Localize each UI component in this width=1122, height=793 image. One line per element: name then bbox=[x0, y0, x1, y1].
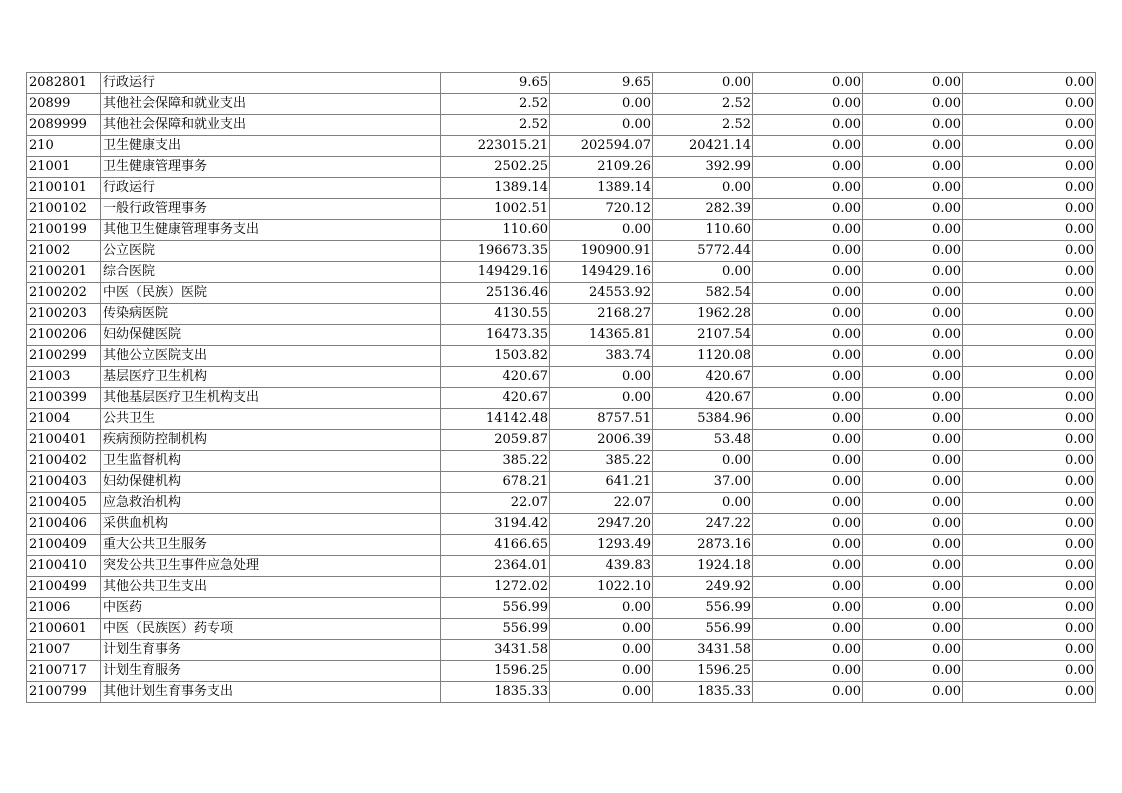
amount-col6-cell: 0.00 bbox=[963, 409, 1096, 430]
subject-code-cell: 21001 bbox=[27, 157, 101, 178]
subject-code-cell: 21007 bbox=[27, 640, 101, 661]
subject-code-cell: 2089999 bbox=[27, 115, 101, 136]
amount-col5-cell: 0.00 bbox=[863, 640, 963, 661]
amount-col5-cell: 0.00 bbox=[863, 136, 963, 157]
table-row bbox=[27, 157, 1096, 178]
table-row bbox=[27, 661, 1096, 682]
amount-col3-cell: 20421.14 bbox=[653, 136, 753, 157]
subject-name-cell: 突发公共卫生事件应急处理 bbox=[101, 556, 441, 577]
amount-col4-cell: 0.00 bbox=[753, 451, 863, 472]
amount-col6-cell: 0.00 bbox=[963, 472, 1096, 493]
amount-col3-cell: 37.00 bbox=[653, 472, 753, 493]
amount-col3-cell: 0.00 bbox=[653, 451, 753, 472]
subject-name-cell: 重大公共卫生服务 bbox=[101, 535, 441, 556]
amount-total-cell: 9.65 bbox=[441, 73, 550, 94]
subject-code-cell: 210 bbox=[27, 136, 101, 157]
table-row bbox=[27, 682, 1096, 703]
amount-col5-cell: 0.00 bbox=[863, 535, 963, 556]
amount-col5-cell: 0.00 bbox=[863, 304, 963, 325]
amount-col2-cell: 14365.81 bbox=[550, 325, 653, 346]
amount-col5-cell: 0.00 bbox=[863, 430, 963, 451]
amount-col5-cell: 0.00 bbox=[863, 325, 963, 346]
amount-col6-cell: 0.00 bbox=[963, 535, 1096, 556]
amount-col3-cell: 282.39 bbox=[653, 199, 753, 220]
amount-col3-cell: 1962.28 bbox=[653, 304, 753, 325]
amount-col6-cell: 0.00 bbox=[963, 178, 1096, 199]
amount-total-cell: 196673.35 bbox=[441, 241, 550, 262]
amount-col4-cell: 0.00 bbox=[753, 304, 863, 325]
subject-name-cell: 中医（民族）医院 bbox=[101, 283, 441, 304]
amount-col6-cell: 0.00 bbox=[963, 367, 1096, 388]
table-row bbox=[27, 598, 1096, 619]
amount-col3-cell: 420.67 bbox=[653, 367, 753, 388]
amount-total-cell: 110.60 bbox=[441, 220, 550, 241]
table-row bbox=[27, 241, 1096, 262]
subject-name-cell: 卫生健康支出 bbox=[101, 136, 441, 157]
amount-total-cell: 1002.51 bbox=[441, 199, 550, 220]
amount-col6-cell: 0.00 bbox=[963, 220, 1096, 241]
amount-col3-cell: 2.52 bbox=[653, 94, 753, 115]
subject-code-cell: 2100403 bbox=[27, 472, 101, 493]
amount-col4-cell: 0.00 bbox=[753, 493, 863, 514]
amount-col2-cell: 0.00 bbox=[550, 619, 653, 640]
subject-code-cell: 2100410 bbox=[27, 556, 101, 577]
subject-name-cell: 综合医院 bbox=[101, 262, 441, 283]
table-row bbox=[27, 304, 1096, 325]
table-row bbox=[27, 472, 1096, 493]
table-row bbox=[27, 430, 1096, 451]
amount-col4-cell: 0.00 bbox=[753, 619, 863, 640]
amount-col5-cell: 0.00 bbox=[863, 388, 963, 409]
amount-col6-cell: 0.00 bbox=[963, 430, 1096, 451]
amount-col3-cell: 582.54 bbox=[653, 283, 753, 304]
amount-col2-cell: 2168.27 bbox=[550, 304, 653, 325]
amount-total-cell: 25136.46 bbox=[441, 283, 550, 304]
amount-col2-cell: 0.00 bbox=[550, 115, 653, 136]
subject-code-cell: 2100102 bbox=[27, 199, 101, 220]
amount-col6-cell: 0.00 bbox=[963, 619, 1096, 640]
amount-col6-cell: 0.00 bbox=[963, 451, 1096, 472]
amount-col5-cell: 0.00 bbox=[863, 283, 963, 304]
table-row bbox=[27, 577, 1096, 598]
amount-col2-cell: 0.00 bbox=[550, 682, 653, 703]
amount-col4-cell: 0.00 bbox=[753, 241, 863, 262]
subject-name-cell: 中医药 bbox=[101, 598, 441, 619]
table-row bbox=[27, 199, 1096, 220]
amount-col4-cell: 0.00 bbox=[753, 682, 863, 703]
subject-name-cell: 中医（民族医）药专项 bbox=[101, 619, 441, 640]
amount-col3-cell: 556.99 bbox=[653, 598, 753, 619]
amount-total-cell: 556.99 bbox=[441, 598, 550, 619]
amount-col5-cell: 0.00 bbox=[863, 94, 963, 115]
amount-col2-cell: 439.83 bbox=[550, 556, 653, 577]
amount-col4-cell: 0.00 bbox=[753, 388, 863, 409]
subject-code-cell: 2082801 bbox=[27, 73, 101, 94]
amount-total-cell: 1596.25 bbox=[441, 661, 550, 682]
amount-col5-cell: 0.00 bbox=[863, 472, 963, 493]
subject-code-cell: 2100201 bbox=[27, 262, 101, 283]
amount-col4-cell: 0.00 bbox=[753, 556, 863, 577]
table-row bbox=[27, 493, 1096, 514]
amount-col4-cell: 0.00 bbox=[753, 136, 863, 157]
subject-name-cell: 公立医院 bbox=[101, 241, 441, 262]
amount-col4-cell: 0.00 bbox=[753, 535, 863, 556]
amount-col3-cell: 2873.16 bbox=[653, 535, 753, 556]
table-row bbox=[27, 451, 1096, 472]
table-row bbox=[27, 619, 1096, 640]
amount-col5-cell: 0.00 bbox=[863, 598, 963, 619]
amount-col2-cell: 2109.26 bbox=[550, 157, 653, 178]
subject-code-cell: 2100409 bbox=[27, 535, 101, 556]
table-row bbox=[27, 409, 1096, 430]
amount-total-cell: 420.67 bbox=[441, 367, 550, 388]
amount-col2-cell: 24553.92 bbox=[550, 283, 653, 304]
amount-total-cell: 420.67 bbox=[441, 388, 550, 409]
subject-code-cell: 2100399 bbox=[27, 388, 101, 409]
subject-code-cell: 2100199 bbox=[27, 220, 101, 241]
amount-col3-cell: 2.52 bbox=[653, 115, 753, 136]
amount-col6-cell: 0.00 bbox=[963, 493, 1096, 514]
amount-col2-cell: 190900.91 bbox=[550, 241, 653, 262]
amount-col2-cell: 0.00 bbox=[550, 388, 653, 409]
amount-col4-cell: 0.00 bbox=[753, 115, 863, 136]
amount-col6-cell: 0.00 bbox=[963, 556, 1096, 577]
table-row bbox=[27, 178, 1096, 199]
amount-col5-cell: 0.00 bbox=[863, 493, 963, 514]
amount-col6-cell: 0.00 bbox=[963, 640, 1096, 661]
amount-total-cell: 3431.58 bbox=[441, 640, 550, 661]
table-row bbox=[27, 262, 1096, 283]
amount-total-cell: 1835.33 bbox=[441, 682, 550, 703]
amount-total-cell: 3194.42 bbox=[441, 514, 550, 535]
amount-col4-cell: 0.00 bbox=[753, 94, 863, 115]
amount-col4-cell: 0.00 bbox=[753, 577, 863, 598]
amount-col2-cell: 22.07 bbox=[550, 493, 653, 514]
subject-name-cell: 其他公立医院支出 bbox=[101, 346, 441, 367]
amount-total-cell: 2.52 bbox=[441, 94, 550, 115]
amount-total-cell: 385.22 bbox=[441, 451, 550, 472]
amount-col3-cell: 0.00 bbox=[653, 493, 753, 514]
amount-total-cell: 4130.55 bbox=[441, 304, 550, 325]
table-row bbox=[27, 367, 1096, 388]
amount-col5-cell: 0.00 bbox=[863, 73, 963, 94]
amount-total-cell: 2059.87 bbox=[441, 430, 550, 451]
subject-code-cell: 2100406 bbox=[27, 514, 101, 535]
amount-total-cell: 678.21 bbox=[441, 472, 550, 493]
amount-col6-cell: 0.00 bbox=[963, 598, 1096, 619]
subject-code-cell: 2100401 bbox=[27, 430, 101, 451]
amount-total-cell: 4166.65 bbox=[441, 535, 550, 556]
amount-col2-cell: 149429.16 bbox=[550, 262, 653, 283]
table-row bbox=[27, 388, 1096, 409]
amount-total-cell: 223015.21 bbox=[441, 136, 550, 157]
expenditure-table bbox=[26, 72, 1096, 703]
amount-col3-cell: 556.99 bbox=[653, 619, 753, 640]
amount-col5-cell: 0.00 bbox=[863, 241, 963, 262]
amount-col4-cell: 0.00 bbox=[753, 157, 863, 178]
subject-name-cell: 传染病医院 bbox=[101, 304, 441, 325]
amount-col2-cell: 9.65 bbox=[550, 73, 653, 94]
subject-name-cell: 卫生健康管理事务 bbox=[101, 157, 441, 178]
amount-col4-cell: 0.00 bbox=[753, 598, 863, 619]
table-row bbox=[27, 220, 1096, 241]
subject-name-cell: 其他计划生育事务支出 bbox=[101, 682, 441, 703]
amount-col3-cell: 1835.33 bbox=[653, 682, 753, 703]
amount-col6-cell: 0.00 bbox=[963, 157, 1096, 178]
subject-code-cell: 2100405 bbox=[27, 493, 101, 514]
amount-col6-cell: 0.00 bbox=[963, 199, 1096, 220]
amount-col3-cell: 2107.54 bbox=[653, 325, 753, 346]
amount-col4-cell: 0.00 bbox=[753, 661, 863, 682]
amount-col4-cell: 0.00 bbox=[753, 430, 863, 451]
subject-name-cell: 采供血机构 bbox=[101, 514, 441, 535]
amount-col3-cell: 247.22 bbox=[653, 514, 753, 535]
amount-col3-cell: 392.99 bbox=[653, 157, 753, 178]
amount-col2-cell: 1022.10 bbox=[550, 577, 653, 598]
amount-total-cell: 149429.16 bbox=[441, 262, 550, 283]
amount-col6-cell: 0.00 bbox=[963, 346, 1096, 367]
amount-col3-cell: 0.00 bbox=[653, 73, 753, 94]
amount-col4-cell: 0.00 bbox=[753, 640, 863, 661]
amount-col3-cell: 5384.96 bbox=[653, 409, 753, 430]
amount-col3-cell: 249.92 bbox=[653, 577, 753, 598]
amount-col2-cell: 720.12 bbox=[550, 199, 653, 220]
subject-code-cell: 2100402 bbox=[27, 451, 101, 472]
amount-col2-cell: 2947.20 bbox=[550, 514, 653, 535]
amount-col2-cell: 385.22 bbox=[550, 451, 653, 472]
subject-code-cell: 21002 bbox=[27, 241, 101, 262]
amount-col2-cell: 0.00 bbox=[550, 640, 653, 661]
amount-col6-cell: 0.00 bbox=[963, 661, 1096, 682]
amount-total-cell: 556.99 bbox=[441, 619, 550, 640]
amount-col2-cell: 383.74 bbox=[550, 346, 653, 367]
amount-col4-cell: 0.00 bbox=[753, 514, 863, 535]
table-row bbox=[27, 94, 1096, 115]
table-row bbox=[27, 325, 1096, 346]
amount-col2-cell: 641.21 bbox=[550, 472, 653, 493]
amount-col5-cell: 0.00 bbox=[863, 619, 963, 640]
amount-col3-cell: 1596.25 bbox=[653, 661, 753, 682]
amount-col3-cell: 1924.18 bbox=[653, 556, 753, 577]
subject-code-cell: 21006 bbox=[27, 598, 101, 619]
amount-col6-cell: 0.00 bbox=[963, 136, 1096, 157]
amount-col5-cell: 0.00 bbox=[863, 220, 963, 241]
amount-col4-cell: 0.00 bbox=[753, 325, 863, 346]
amount-total-cell: 2.52 bbox=[441, 115, 550, 136]
subject-name-cell: 基层医疗卫生机构 bbox=[101, 367, 441, 388]
amount-col3-cell: 5772.44 bbox=[653, 241, 753, 262]
subject-code-cell: 2100601 bbox=[27, 619, 101, 640]
subject-name-cell: 其他基层医疗卫生机构支出 bbox=[101, 388, 441, 409]
amount-col6-cell: 0.00 bbox=[963, 304, 1096, 325]
amount-col4-cell: 0.00 bbox=[753, 220, 863, 241]
amount-total-cell: 1503.82 bbox=[441, 346, 550, 367]
subject-code-cell: 2100202 bbox=[27, 283, 101, 304]
subject-code-cell: 2100206 bbox=[27, 325, 101, 346]
amount-total-cell: 14142.48 bbox=[441, 409, 550, 430]
amount-col3-cell: 110.60 bbox=[653, 220, 753, 241]
amount-col2-cell: 0.00 bbox=[550, 220, 653, 241]
amount-col6-cell: 0.00 bbox=[963, 73, 1096, 94]
subject-name-cell: 行政运行 bbox=[101, 178, 441, 199]
amount-col6-cell: 0.00 bbox=[963, 262, 1096, 283]
amount-col3-cell: 420.67 bbox=[653, 388, 753, 409]
subject-name-cell: 应急救治机构 bbox=[101, 493, 441, 514]
amount-col4-cell: 0.00 bbox=[753, 472, 863, 493]
amount-col4-cell: 0.00 bbox=[753, 262, 863, 283]
amount-col4-cell: 0.00 bbox=[753, 346, 863, 367]
subject-name-cell: 计划生育事务 bbox=[101, 640, 441, 661]
amount-col6-cell: 0.00 bbox=[963, 283, 1096, 304]
subject-name-cell: 其他卫生健康管理事务支出 bbox=[101, 220, 441, 241]
table-row bbox=[27, 346, 1096, 367]
subject-code-cell: 2100299 bbox=[27, 346, 101, 367]
amount-total-cell: 22.07 bbox=[441, 493, 550, 514]
amount-col4-cell: 0.00 bbox=[753, 409, 863, 430]
subject-name-cell: 其他社会保障和就业支出 bbox=[101, 115, 441, 136]
amount-col4-cell: 0.00 bbox=[753, 178, 863, 199]
amount-col6-cell: 0.00 bbox=[963, 514, 1096, 535]
amount-total-cell: 2364.01 bbox=[441, 556, 550, 577]
amount-col4-cell: 0.00 bbox=[753, 73, 863, 94]
subject-code-cell: 2100717 bbox=[27, 661, 101, 682]
amount-col3-cell: 53.48 bbox=[653, 430, 753, 451]
amount-col5-cell: 0.00 bbox=[863, 157, 963, 178]
amount-col2-cell: 1293.49 bbox=[550, 535, 653, 556]
table-row bbox=[27, 73, 1096, 94]
subject-name-cell: 一般行政管理事务 bbox=[101, 199, 441, 220]
table-body bbox=[27, 73, 1096, 703]
amount-col4-cell: 0.00 bbox=[753, 199, 863, 220]
amount-col6-cell: 0.00 bbox=[963, 577, 1096, 598]
amount-col5-cell: 0.00 bbox=[863, 115, 963, 136]
subject-code-cell: 21004 bbox=[27, 409, 101, 430]
amount-col5-cell: 0.00 bbox=[863, 682, 963, 703]
amount-col5-cell: 0.00 bbox=[863, 661, 963, 682]
subject-code-cell: 20899 bbox=[27, 94, 101, 115]
amount-total-cell: 1272.02 bbox=[441, 577, 550, 598]
table-row bbox=[27, 535, 1096, 556]
amount-col3-cell: 1120.08 bbox=[653, 346, 753, 367]
subject-code-cell: 21003 bbox=[27, 367, 101, 388]
amount-col3-cell: 0.00 bbox=[653, 262, 753, 283]
amount-col3-cell: 3431.58 bbox=[653, 640, 753, 661]
amount-col5-cell: 0.00 bbox=[863, 514, 963, 535]
subject-code-cell: 2100499 bbox=[27, 577, 101, 598]
amount-col5-cell: 0.00 bbox=[863, 556, 963, 577]
amount-col5-cell: 0.00 bbox=[863, 262, 963, 283]
subject-name-cell: 卫生监督机构 bbox=[101, 451, 441, 472]
amount-col4-cell: 0.00 bbox=[753, 367, 863, 388]
amount-col5-cell: 0.00 bbox=[863, 409, 963, 430]
subject-name-cell: 妇幼保健医院 bbox=[101, 325, 441, 346]
amount-col2-cell: 1389.14 bbox=[550, 178, 653, 199]
amount-col4-cell: 0.00 bbox=[753, 283, 863, 304]
amount-col2-cell: 0.00 bbox=[550, 94, 653, 115]
table-row bbox=[27, 115, 1096, 136]
amount-col5-cell: 0.00 bbox=[863, 367, 963, 388]
amount-col2-cell: 8757.51 bbox=[550, 409, 653, 430]
subject-name-cell: 疾病预防控制机构 bbox=[101, 430, 441, 451]
amount-col5-cell: 0.00 bbox=[863, 577, 963, 598]
table-row bbox=[27, 514, 1096, 535]
subject-code-cell: 2100203 bbox=[27, 304, 101, 325]
amount-total-cell: 1389.14 bbox=[441, 178, 550, 199]
table-row bbox=[27, 556, 1096, 577]
amount-col5-cell: 0.00 bbox=[863, 199, 963, 220]
amount-col5-cell: 0.00 bbox=[863, 178, 963, 199]
amount-col5-cell: 0.00 bbox=[863, 346, 963, 367]
amount-col2-cell: 2006.39 bbox=[550, 430, 653, 451]
subject-name-cell: 行政运行 bbox=[101, 73, 441, 94]
subject-code-cell: 2100799 bbox=[27, 682, 101, 703]
amount-col6-cell: 0.00 bbox=[963, 94, 1096, 115]
amount-col3-cell: 0.00 bbox=[653, 178, 753, 199]
table-row bbox=[27, 283, 1096, 304]
amount-col2-cell: 0.00 bbox=[550, 598, 653, 619]
amount-col6-cell: 0.00 bbox=[963, 682, 1096, 703]
amount-total-cell: 16473.35 bbox=[441, 325, 550, 346]
subject-name-cell: 妇幼保健机构 bbox=[101, 472, 441, 493]
table-row bbox=[27, 640, 1096, 661]
amount-total-cell: 2502.25 bbox=[441, 157, 550, 178]
subject-name-cell: 公共卫生 bbox=[101, 409, 441, 430]
table-row bbox=[27, 136, 1096, 157]
amount-col6-cell: 0.00 bbox=[963, 241, 1096, 262]
amount-col2-cell: 202594.07 bbox=[550, 136, 653, 157]
amount-col2-cell: 0.00 bbox=[550, 661, 653, 682]
subject-name-cell: 其他社会保障和就业支出 bbox=[101, 94, 441, 115]
subject-name-cell: 计划生育服务 bbox=[101, 661, 441, 682]
amount-col5-cell: 0.00 bbox=[863, 451, 963, 472]
amount-col6-cell: 0.00 bbox=[963, 325, 1096, 346]
subject-code-cell: 2100101 bbox=[27, 178, 101, 199]
amount-col6-cell: 0.00 bbox=[963, 388, 1096, 409]
amount-col6-cell: 0.00 bbox=[963, 115, 1096, 136]
amount-col2-cell: 0.00 bbox=[550, 367, 653, 388]
subject-name-cell: 其他公共卫生支出 bbox=[101, 577, 441, 598]
